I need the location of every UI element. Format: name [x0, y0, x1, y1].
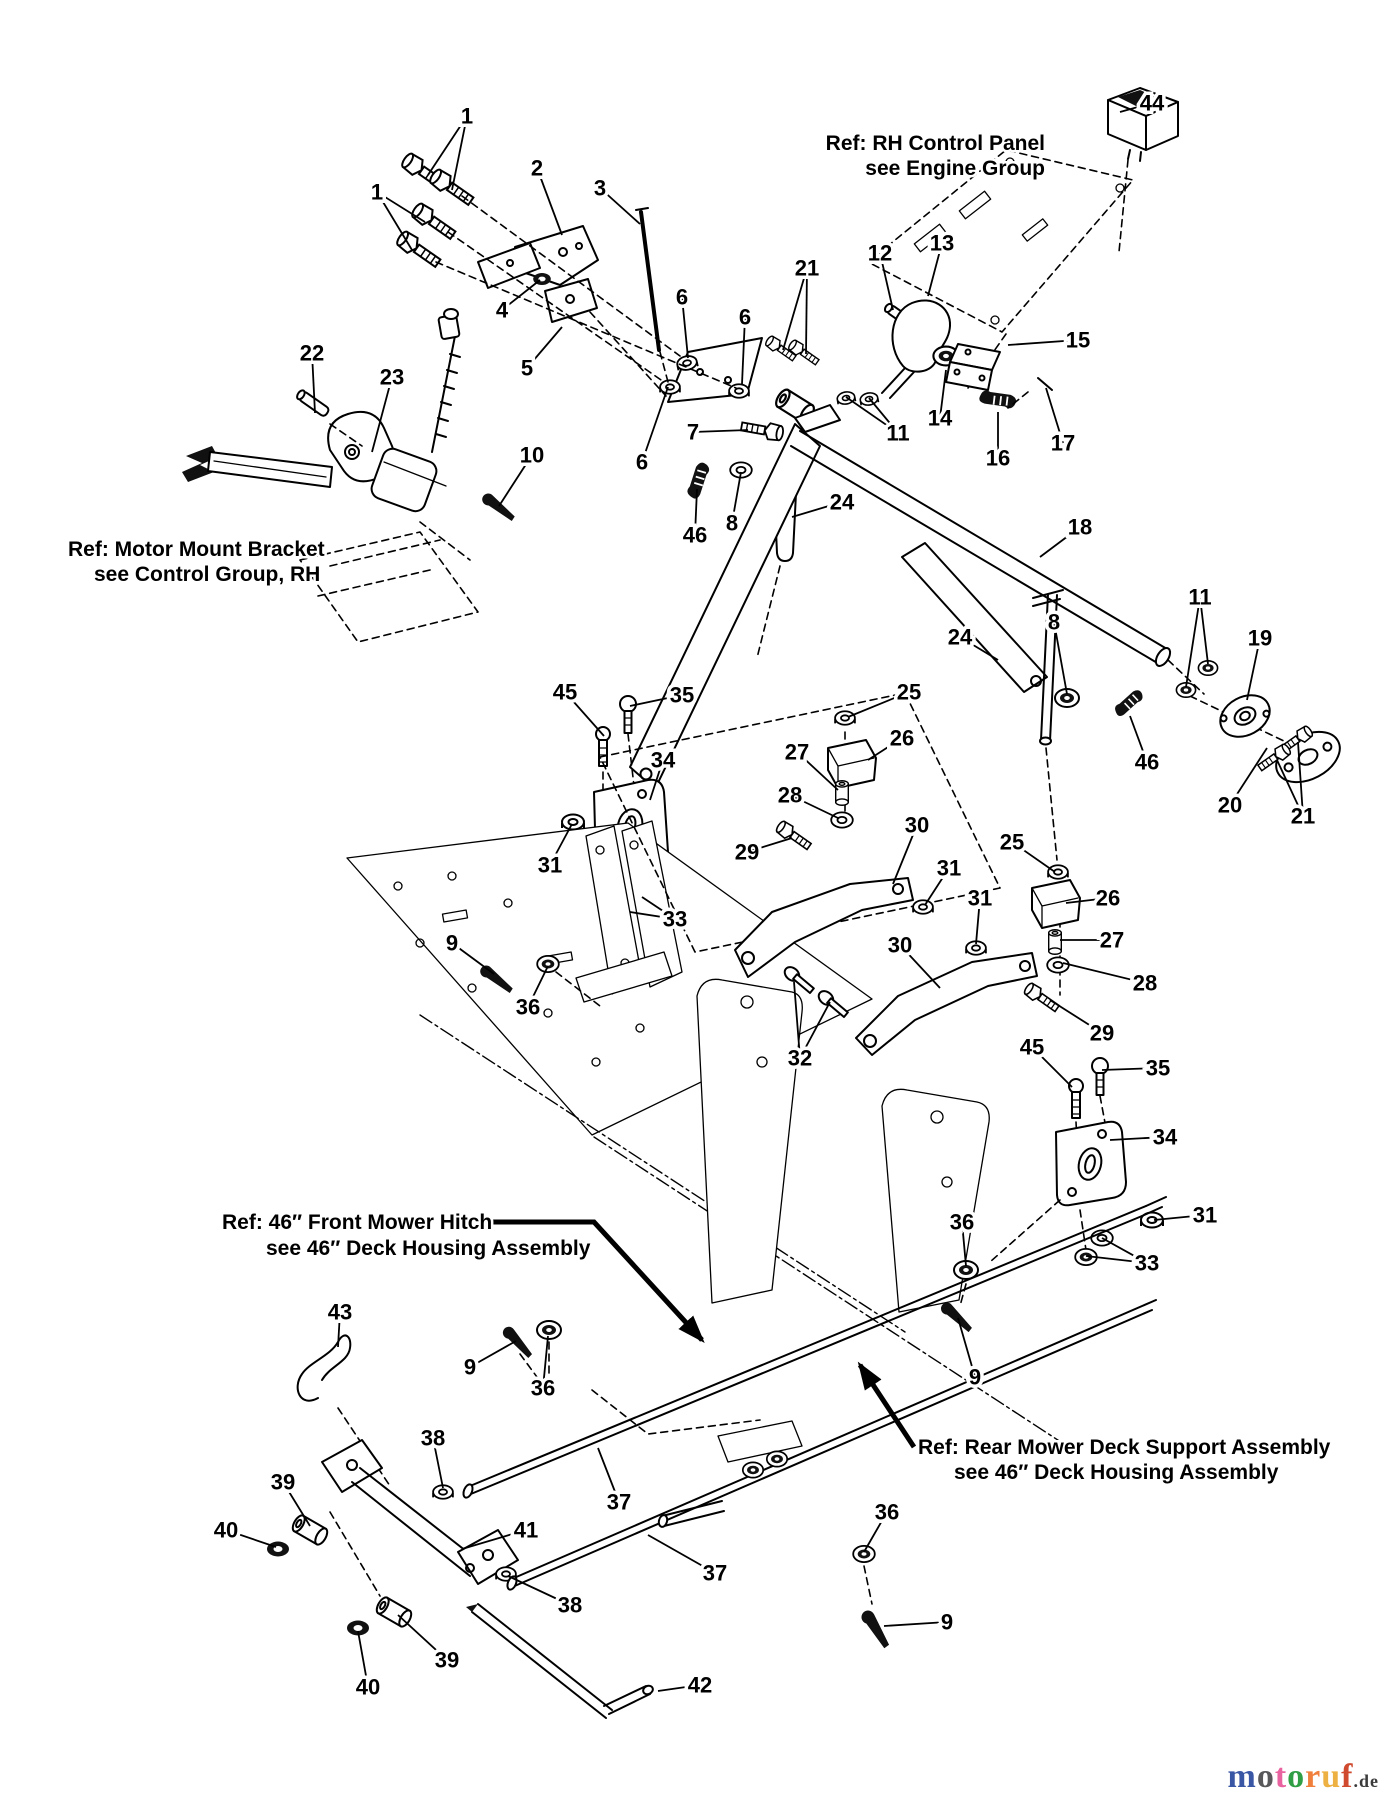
- ref-text-line: Ref: RH Control Panel: [825, 132, 1045, 155]
- callout-19: 19: [1247, 625, 1273, 651]
- ref-text-line: Ref: Motor Mount Bracket: [68, 538, 325, 561]
- ref-text-front-hitch: [222, 1211, 591, 1260]
- watermark-letter: t: [1274, 1758, 1288, 1795]
- leader-line: [884, 1622, 947, 1626]
- callout-20: 20: [1217, 792, 1243, 818]
- watermark-letter: f: [1341, 1758, 1354, 1795]
- callout-2: 2: [530, 155, 544, 181]
- callout-34: 34: [650, 747, 676, 773]
- callout-33: 33: [1134, 1250, 1160, 1276]
- leader-line: [470, 1341, 516, 1367]
- watermark-tld: .de: [1353, 1771, 1379, 1791]
- callout-7: 7: [686, 419, 700, 445]
- callout-39: 39: [270, 1469, 296, 1495]
- ref-text-line: Ref: 46″ Front Mower Hitch: [222, 1211, 493, 1234]
- callout-25: 25: [999, 829, 1025, 855]
- callout-45: 45: [552, 679, 578, 705]
- watermark-word: [1228, 1758, 1354, 1795]
- ref-text-line: see Control Group, RH: [94, 563, 321, 586]
- callout-31: 31: [537, 852, 563, 878]
- callout-29: 29: [1089, 1020, 1115, 1046]
- ref-text-line: Ref: Rear Mower Deck Support Assembly: [918, 1436, 1331, 1459]
- upper-bracket-drawing: [478, 208, 659, 350]
- callout-24: 24: [829, 489, 855, 515]
- callout-35: 35: [669, 682, 695, 708]
- callout-14: 14: [927, 405, 953, 431]
- callout-9: 9: [445, 930, 459, 956]
- callout-25: 25: [896, 679, 922, 705]
- callout-27: 27: [784, 739, 810, 765]
- callout-21: 21: [794, 255, 820, 281]
- rear-support-plates-drawing: [697, 979, 989, 1312]
- callout-13: 13: [929, 230, 955, 256]
- callout-29: 29: [734, 839, 760, 865]
- watermark-letter: r: [1305, 1758, 1322, 1795]
- watermark-letter: o: [1256, 1758, 1275, 1795]
- callout-8: 8: [725, 510, 739, 536]
- callout-36: 36: [874, 1499, 900, 1525]
- ref-text-rh-control-panel: [826, 132, 1045, 180]
- callout-12: 12: [867, 240, 893, 266]
- callout-37: 37: [702, 1560, 728, 1586]
- callout-8: 8: [1047, 609, 1061, 635]
- callout-44: 44: [1139, 90, 1165, 116]
- leader-line: [1186, 597, 1200, 687]
- callout-1: 1: [460, 103, 474, 129]
- callout-35: 35: [1145, 1055, 1171, 1081]
- callout-40: 40: [355, 1674, 381, 1700]
- watermark-letter: o: [1287, 1758, 1306, 1795]
- watermark-logo: [1228, 1760, 1380, 1794]
- callout-9: 9: [940, 1609, 954, 1635]
- callout-15: 15: [1065, 327, 1091, 353]
- callout-46: 46: [682, 522, 708, 548]
- callout-26: 26: [889, 725, 915, 751]
- callout-9: 9: [968, 1364, 982, 1390]
- callout-9: 9: [463, 1354, 477, 1380]
- callout-31: 31: [936, 855, 962, 881]
- callout-23: 23: [379, 364, 405, 390]
- callout-38: 38: [420, 1425, 446, 1451]
- callout-24: 24: [947, 624, 973, 650]
- callout-45: 45: [1019, 1034, 1045, 1060]
- callout-36: 36: [949, 1209, 975, 1235]
- callout-22: 22: [299, 340, 325, 366]
- ref-text-line: see Engine Group: [865, 157, 1045, 180]
- callout-1: 1: [370, 179, 384, 205]
- ref-text-line: see 46″ Deck Housing Assembly: [266, 1237, 591, 1260]
- leader-line: [693, 430, 748, 432]
- callout-11: 11: [1188, 584, 1212, 610]
- callout-6: 6: [635, 449, 649, 475]
- callout-40: 40: [213, 1517, 239, 1543]
- ref-text-line: see 46″ Deck Housing Assembly: [954, 1461, 1279, 1484]
- callout-38: 38: [557, 1592, 583, 1618]
- cam-bracket-drawing: [882, 300, 1052, 419]
- callout-39: 39: [434, 1647, 460, 1673]
- callout-6: 6: [675, 284, 689, 310]
- callout-6: 6: [738, 304, 752, 330]
- callout-28: 28: [1132, 970, 1158, 996]
- callout-30: 30: [904, 812, 930, 838]
- lift-shaft-drawing: [630, 405, 1173, 860]
- callout-31: 31: [1192, 1202, 1218, 1228]
- callout-27: 27: [1099, 927, 1125, 953]
- watermark-letter: u: [1321, 1758, 1342, 1795]
- ref-text-rear-deck: [918, 1436, 1331, 1484]
- callout-26: 26: [1095, 885, 1121, 911]
- callout-41: 41: [513, 1517, 539, 1543]
- callout-34: 34: [1152, 1124, 1178, 1150]
- callout-16: 16: [985, 445, 1011, 471]
- callout-31: 31: [967, 885, 993, 911]
- watermark-letter: m: [1227, 1758, 1257, 1795]
- callout-18: 18: [1067, 514, 1093, 540]
- callout-3: 3: [593, 175, 607, 201]
- callout-36: 36: [515, 994, 541, 1020]
- ref-text-motor-mount: [68, 538, 325, 586]
- ref-arrow-rear-deck: [860, 1365, 914, 1447]
- callout-28: 28: [777, 782, 803, 808]
- callout-33: 33: [662, 906, 688, 932]
- callout-5: 5: [520, 355, 534, 381]
- callout-43: 43: [327, 1299, 353, 1325]
- callout-17: 17: [1050, 430, 1076, 456]
- leader-line: [806, 268, 807, 354]
- callout-36: 36: [530, 1375, 556, 1401]
- callout-46: 46: [1134, 749, 1160, 775]
- callout-11: 11: [886, 420, 910, 446]
- callout-4: 4: [495, 297, 509, 323]
- callout-37: 37: [606, 1489, 632, 1515]
- actuator-drawing: [182, 309, 516, 642]
- callout-32: 32: [787, 1045, 813, 1071]
- callout-21: 21: [1290, 803, 1316, 829]
- callout-42: 42: [687, 1672, 713, 1698]
- callout-10: 10: [519, 442, 545, 468]
- callout-30: 30: [887, 932, 913, 958]
